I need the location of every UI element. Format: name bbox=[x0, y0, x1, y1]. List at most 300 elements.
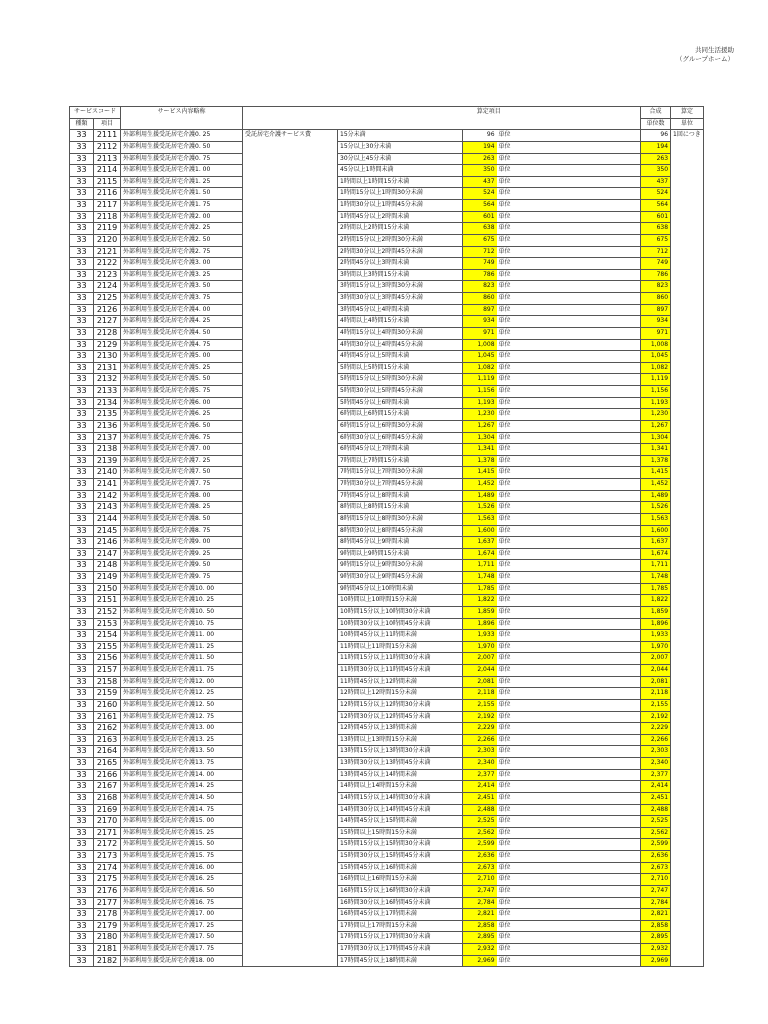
total-units-cell: 2,784 bbox=[641, 897, 671, 909]
item-cell: 2171 bbox=[94, 827, 121, 839]
total-units-cell: 2,081 bbox=[641, 676, 671, 688]
condition-cell: 6時間45分以上7時間未満 bbox=[338, 444, 463, 456]
unit-label-cell: 単位 bbox=[497, 548, 641, 560]
item-cell: 2153 bbox=[94, 618, 121, 630]
header-calc-unit: 算定 bbox=[671, 107, 704, 119]
total-units-cell: 2,192 bbox=[641, 711, 671, 723]
table-row bbox=[70, 153, 704, 165]
units-cell: 1,896 bbox=[463, 618, 497, 630]
type-cell: 33 bbox=[70, 293, 94, 305]
unit-label-cell: 単位 bbox=[497, 769, 641, 781]
service-name-cell: 外部利用生援受託居宅介護2. 75 bbox=[121, 246, 243, 258]
service-name-cell: 外部利用生援受託居宅介護13. 00 bbox=[121, 723, 243, 735]
table-row bbox=[70, 699, 704, 711]
units-cell: 675 bbox=[463, 234, 497, 246]
condition-cell: 1時間30分以上1時間45分未満 bbox=[338, 200, 463, 212]
table-row bbox=[70, 525, 704, 537]
type-cell: 33 bbox=[70, 874, 94, 886]
unit-label-cell: 単位 bbox=[497, 479, 641, 491]
total-units-cell: 2,636 bbox=[641, 851, 671, 863]
units-cell: 524 bbox=[463, 188, 497, 200]
header-units: 合成 bbox=[641, 107, 671, 119]
type-cell: 33 bbox=[70, 560, 94, 572]
type-cell: 33 bbox=[70, 606, 94, 618]
type-cell: 33 bbox=[70, 130, 94, 142]
total-units-cell: 1,489 bbox=[641, 490, 671, 502]
type-cell: 33 bbox=[70, 676, 94, 688]
total-units-cell: 1,970 bbox=[641, 641, 671, 653]
units-cell: 1,748 bbox=[463, 572, 497, 584]
condition-cell: 16時間15分以上16時間30分未満 bbox=[338, 885, 463, 897]
header-service-code: サービスコード bbox=[70, 107, 121, 119]
condition-cell: 1時間以上1時間15分未満 bbox=[338, 176, 463, 188]
unit-label-cell: 単位 bbox=[497, 583, 641, 595]
item-cell: 2143 bbox=[94, 502, 121, 514]
type-cell: 33 bbox=[70, 316, 94, 328]
item-cell: 2181 bbox=[94, 944, 121, 956]
item-cell: 2167 bbox=[94, 781, 121, 793]
units-cell: 2,340 bbox=[463, 758, 497, 770]
table-row bbox=[70, 200, 704, 212]
units-cell: 2,044 bbox=[463, 665, 497, 677]
table-row bbox=[70, 583, 704, 595]
total-units-cell: 1,600 bbox=[641, 525, 671, 537]
total-units-cell: 194 bbox=[641, 141, 671, 153]
service-name-cell: 外部利用生援受託居宅介護11. 00 bbox=[121, 630, 243, 642]
units-cell: 1,304 bbox=[463, 432, 497, 444]
condition-cell: 14時間30分以上14時間45分未満 bbox=[338, 804, 463, 816]
units-cell: 2,895 bbox=[463, 932, 497, 944]
table-row bbox=[70, 758, 704, 770]
unit-label-cell: 単位 bbox=[497, 734, 641, 746]
item-cell: 2138 bbox=[94, 444, 121, 456]
condition-cell: 4時間15分以上4時間30分未満 bbox=[338, 327, 463, 339]
condition-cell: 12時間15分以上12時間30分未満 bbox=[338, 699, 463, 711]
condition-cell: 11時間30分以上11時間45分未満 bbox=[338, 665, 463, 677]
table-row bbox=[70, 234, 704, 246]
condition-cell: 17時間15分以上17時間30分未満 bbox=[338, 932, 463, 944]
unit-label-cell: 単位 bbox=[497, 502, 641, 514]
unit-label-cell: 単位 bbox=[497, 223, 641, 235]
units-cell: 2,673 bbox=[463, 862, 497, 874]
table-row bbox=[70, 246, 704, 258]
service-name-cell: 外部利用生援受託居宅介護10. 00 bbox=[121, 583, 243, 595]
total-units-cell: 749 bbox=[641, 258, 671, 270]
item-cell: 2182 bbox=[94, 955, 121, 967]
units-cell: 897 bbox=[463, 304, 497, 316]
type-cell: 33 bbox=[70, 955, 94, 967]
category-subtitle: （グループホーム） bbox=[676, 55, 734, 63]
units-cell: 1,711 bbox=[463, 560, 497, 572]
item-cell: 2157 bbox=[94, 665, 121, 677]
condition-cell: 17時間30分以上17時間45分未満 bbox=[338, 944, 463, 956]
units-cell: 2,118 bbox=[463, 688, 497, 700]
unit-label-cell: 単位 bbox=[497, 723, 641, 735]
service-name-cell: 外部利用生援受託居宅介護8. 50 bbox=[121, 513, 243, 525]
item-cell: 2172 bbox=[94, 839, 121, 851]
units-cell: 1,415 bbox=[463, 467, 497, 479]
total-units-cell: 2,266 bbox=[641, 734, 671, 746]
unit-label-cell: 単位 bbox=[497, 153, 641, 165]
condition-cell: 10時間30分以上10時間45分未満 bbox=[338, 618, 463, 630]
total-units-cell: 1,785 bbox=[641, 583, 671, 595]
unit-label-cell: 単位 bbox=[497, 665, 641, 677]
table-row bbox=[70, 606, 704, 618]
total-units-cell: 712 bbox=[641, 246, 671, 258]
unit-label-cell: 単位 bbox=[497, 874, 641, 886]
type-cell: 33 bbox=[70, 386, 94, 398]
table-row bbox=[70, 420, 704, 432]
item-cell: 2158 bbox=[94, 676, 121, 688]
units-cell: 263 bbox=[463, 153, 497, 165]
unit-label-cell: 単位 bbox=[497, 572, 641, 584]
service-name-cell: 外部利用生援受託居宅介護16. 00 bbox=[121, 862, 243, 874]
service-name-cell: 外部利用生援受託居宅介護2. 25 bbox=[121, 223, 243, 235]
units-cell: 2,710 bbox=[463, 874, 497, 886]
service-name-cell: 外部利用生援受託居宅介護15. 25 bbox=[121, 827, 243, 839]
service-name-cell: 外部利用生援受託居宅介護11. 75 bbox=[121, 665, 243, 677]
table-row bbox=[70, 327, 704, 339]
units-cell: 860 bbox=[463, 293, 497, 305]
service-name-cell: 外部利用生援受託居宅介護10. 75 bbox=[121, 618, 243, 630]
service-name-cell: 外部利用生援受託居宅介護1. 25 bbox=[121, 176, 243, 188]
unit-label-cell: 単位 bbox=[497, 618, 641, 630]
unit-label-cell: 単位 bbox=[497, 839, 641, 851]
total-units-cell: 638 bbox=[641, 223, 671, 235]
service-name-cell: 外部利用生援受託居宅介護7. 25 bbox=[121, 455, 243, 467]
type-cell: 33 bbox=[70, 816, 94, 828]
total-units-cell: 1,378 bbox=[641, 455, 671, 467]
condition-cell: 30分以上45分未満 bbox=[338, 153, 463, 165]
item-cell: 2174 bbox=[94, 862, 121, 874]
document-category bbox=[676, 46, 734, 64]
table-row bbox=[70, 502, 704, 514]
total-units-cell: 1,304 bbox=[641, 432, 671, 444]
total-units-cell: 1,193 bbox=[641, 397, 671, 409]
header-service-name: サービス内容略称 bbox=[121, 107, 243, 130]
type-cell: 33 bbox=[70, 932, 94, 944]
item-cell: 2115 bbox=[94, 176, 121, 188]
group-label-cell: 受託居宅介護サービス費 bbox=[243, 130, 338, 967]
service-name-cell: 外部利用生援受託居宅介護4. 25 bbox=[121, 316, 243, 328]
units-cell: 350 bbox=[463, 165, 497, 177]
condition-cell: 14時間45分以上15時間未満 bbox=[338, 816, 463, 828]
header-row-1 bbox=[70, 107, 704, 119]
unit-label-cell: 単位 bbox=[497, 165, 641, 177]
units-cell: 2,414 bbox=[463, 781, 497, 793]
type-cell: 33 bbox=[70, 351, 94, 363]
item-cell: 2126 bbox=[94, 304, 121, 316]
units-cell: 2,451 bbox=[463, 792, 497, 804]
service-name-cell: 外部利用生援受託居宅介護17. 00 bbox=[121, 909, 243, 921]
type-cell: 33 bbox=[70, 944, 94, 956]
service-name-cell: 外部利用生援受託居宅介護9. 75 bbox=[121, 572, 243, 584]
total-units-cell: 2,340 bbox=[641, 758, 671, 770]
total-units-cell: 675 bbox=[641, 234, 671, 246]
item-cell: 2121 bbox=[94, 246, 121, 258]
item-cell: 2151 bbox=[94, 595, 121, 607]
table-row bbox=[70, 932, 704, 944]
table-row bbox=[70, 688, 704, 700]
item-cell: 2154 bbox=[94, 630, 121, 642]
type-cell: 33 bbox=[70, 851, 94, 863]
service-name-cell: 外部利用生援受託居宅介護9. 00 bbox=[121, 537, 243, 549]
unit-label-cell: 単位 bbox=[497, 630, 641, 642]
unit-label-cell: 単位 bbox=[497, 351, 641, 363]
total-units-cell: 564 bbox=[641, 200, 671, 212]
units-cell: 2,636 bbox=[463, 851, 497, 863]
service-name-cell: 外部利用生援受託居宅介護7. 75 bbox=[121, 479, 243, 491]
unit-label-cell: 単位 bbox=[497, 595, 641, 607]
total-units-cell: 1,230 bbox=[641, 409, 671, 421]
table-row bbox=[70, 537, 704, 549]
condition-cell: 17時間45分以上18時間未満 bbox=[338, 955, 463, 967]
unit-label-cell: 単位 bbox=[497, 327, 641, 339]
table-row bbox=[70, 653, 704, 665]
total-units-cell: 2,710 bbox=[641, 874, 671, 886]
condition-cell: 10時間以上10時間15分未満 bbox=[338, 595, 463, 607]
units-cell: 1,933 bbox=[463, 630, 497, 642]
table-row bbox=[70, 188, 704, 200]
condition-cell: 4時間45分以上5時間未満 bbox=[338, 351, 463, 363]
type-cell: 33 bbox=[70, 688, 94, 700]
service-name-cell: 外部利用生援受託居宅介護12. 25 bbox=[121, 688, 243, 700]
item-cell: 2132 bbox=[94, 374, 121, 386]
units-cell: 786 bbox=[463, 269, 497, 281]
type-cell: 33 bbox=[70, 769, 94, 781]
unit-label-cell: 単位 bbox=[497, 397, 641, 409]
service-name-cell: 外部利用生援受託居宅介護6. 50 bbox=[121, 420, 243, 432]
item-cell: 2116 bbox=[94, 188, 121, 200]
type-cell: 33 bbox=[70, 246, 94, 258]
item-cell: 2117 bbox=[94, 200, 121, 212]
table-row bbox=[70, 676, 704, 688]
unit-label-cell: 単位 bbox=[497, 676, 641, 688]
item-cell: 2163 bbox=[94, 734, 121, 746]
service-name-cell: 外部利用生援受託居宅介護15. 75 bbox=[121, 851, 243, 863]
type-cell: 33 bbox=[70, 444, 94, 456]
item-cell: 2134 bbox=[94, 397, 121, 409]
type-cell: 33 bbox=[70, 723, 94, 735]
service-name-cell: 外部利用生援受託居宅介護17. 25 bbox=[121, 920, 243, 932]
total-units-cell: 2,525 bbox=[641, 816, 671, 828]
type-cell: 33 bbox=[70, 920, 94, 932]
table-row bbox=[70, 711, 704, 723]
item-cell: 2176 bbox=[94, 885, 121, 897]
unit-label-cell: 単位 bbox=[497, 130, 641, 142]
type-cell: 33 bbox=[70, 641, 94, 653]
type-cell: 33 bbox=[70, 188, 94, 200]
type-cell: 33 bbox=[70, 339, 94, 351]
units-cell: 749 bbox=[463, 258, 497, 270]
service-name-cell: 外部利用生援受託居宅介護6. 00 bbox=[121, 397, 243, 409]
table-row bbox=[70, 513, 704, 525]
service-name-cell: 外部利用生援受託居宅介護13. 75 bbox=[121, 758, 243, 770]
condition-cell: 6時間15分以上6時間30分未満 bbox=[338, 420, 463, 432]
item-cell: 2128 bbox=[94, 327, 121, 339]
table-row bbox=[70, 723, 704, 735]
condition-cell: 15時間15分以上15時間30分未満 bbox=[338, 839, 463, 851]
total-units-cell: 823 bbox=[641, 281, 671, 293]
total-units-cell: 1,008 bbox=[641, 339, 671, 351]
table-row bbox=[70, 839, 704, 851]
total-units-cell: 524 bbox=[641, 188, 671, 200]
condition-cell: 2時間以上2時間15分未満 bbox=[338, 223, 463, 235]
service-name-cell: 外部利用生援受託居宅介護9. 50 bbox=[121, 560, 243, 572]
service-name-cell: 外部利用生援受託居宅介護3. 25 bbox=[121, 269, 243, 281]
units-cell: 1,526 bbox=[463, 502, 497, 514]
item-cell: 2180 bbox=[94, 932, 121, 944]
unit-label-cell: 単位 bbox=[497, 653, 641, 665]
service-name-cell: 外部利用生援受託居宅介護3. 75 bbox=[121, 293, 243, 305]
units-cell: 194 bbox=[463, 141, 497, 153]
total-units-cell: 1,526 bbox=[641, 502, 671, 514]
type-cell: 33 bbox=[70, 734, 94, 746]
unit-label-cell: 単位 bbox=[497, 781, 641, 793]
table-row bbox=[70, 572, 704, 584]
units-cell: 2,932 bbox=[463, 944, 497, 956]
type-cell: 33 bbox=[70, 653, 94, 665]
type-cell: 33 bbox=[70, 839, 94, 851]
unit-label-cell: 単位 bbox=[497, 851, 641, 863]
total-units-cell: 2,562 bbox=[641, 827, 671, 839]
table-row bbox=[70, 339, 704, 351]
service-name-cell: 外部利用生援受託居宅介護11. 25 bbox=[121, 641, 243, 653]
units-cell: 1,193 bbox=[463, 397, 497, 409]
service-name-cell: 外部利用生援受託居宅介護0. 75 bbox=[121, 153, 243, 165]
type-cell: 33 bbox=[70, 234, 94, 246]
condition-cell: 1時間45分以上2時間未満 bbox=[338, 211, 463, 223]
service-name-cell: 外部利用生援受託居宅介護8. 00 bbox=[121, 490, 243, 502]
units-cell: 2,747 bbox=[463, 885, 497, 897]
table-row bbox=[70, 479, 704, 491]
total-units-cell: 2,932 bbox=[641, 944, 671, 956]
total-units-cell: 1,452 bbox=[641, 479, 671, 491]
unit-label-cell: 単位 bbox=[497, 200, 641, 212]
item-cell: 2119 bbox=[94, 223, 121, 235]
units-cell: 1,341 bbox=[463, 444, 497, 456]
type-cell: 33 bbox=[70, 165, 94, 177]
service-name-cell: 外部利用生援受託居宅介護14. 25 bbox=[121, 781, 243, 793]
condition-cell: 15時間以上15時間15分未満 bbox=[338, 827, 463, 839]
type-cell: 33 bbox=[70, 665, 94, 677]
item-cell: 2159 bbox=[94, 688, 121, 700]
units-cell: 823 bbox=[463, 281, 497, 293]
unit-label-cell: 単位 bbox=[497, 386, 641, 398]
item-cell: 2137 bbox=[94, 432, 121, 444]
units-cell: 1,674 bbox=[463, 548, 497, 560]
units-cell: 601 bbox=[463, 211, 497, 223]
total-units-cell: 1,933 bbox=[641, 630, 671, 642]
item-cell: 2150 bbox=[94, 583, 121, 595]
units-cell: 1,378 bbox=[463, 455, 497, 467]
condition-cell: 8時間30分以上8時間45分未満 bbox=[338, 525, 463, 537]
item-cell: 2160 bbox=[94, 699, 121, 711]
total-units-cell: 1,045 bbox=[641, 351, 671, 363]
item-cell: 2155 bbox=[94, 641, 121, 653]
type-cell: 33 bbox=[70, 618, 94, 630]
condition-cell: 11時間45分以上12時間未満 bbox=[338, 676, 463, 688]
header-spacer bbox=[243, 107, 338, 130]
total-units-cell: 1,119 bbox=[641, 374, 671, 386]
table-row bbox=[70, 223, 704, 235]
table-row bbox=[70, 548, 704, 560]
item-cell: 2142 bbox=[94, 490, 121, 502]
type-cell: 33 bbox=[70, 269, 94, 281]
table-row bbox=[70, 734, 704, 746]
condition-cell: 12時間以上12時間15分未満 bbox=[338, 688, 463, 700]
item-cell: 2152 bbox=[94, 606, 121, 618]
type-cell: 33 bbox=[70, 200, 94, 212]
table-row bbox=[70, 432, 704, 444]
type-cell: 33 bbox=[70, 862, 94, 874]
type-cell: 33 bbox=[70, 513, 94, 525]
units-cell: 1,637 bbox=[463, 537, 497, 549]
type-cell: 33 bbox=[70, 537, 94, 549]
type-cell: 33 bbox=[70, 432, 94, 444]
item-cell: 2139 bbox=[94, 455, 121, 467]
condition-cell: 2時間45分以上3時間未満 bbox=[338, 258, 463, 270]
item-cell: 2114 bbox=[94, 165, 121, 177]
condition-cell: 16時間以上16時間15分未満 bbox=[338, 874, 463, 886]
type-cell: 33 bbox=[70, 223, 94, 235]
type-cell: 33 bbox=[70, 455, 94, 467]
table-row bbox=[70, 397, 704, 409]
service-name-cell: 外部利用生援受託居宅介護0. 50 bbox=[121, 141, 243, 153]
type-cell: 33 bbox=[70, 420, 94, 432]
total-units-cell: 2,155 bbox=[641, 699, 671, 711]
service-name-cell: 外部利用生援受託居宅介護3. 50 bbox=[121, 281, 243, 293]
unit-label-cell: 単位 bbox=[497, 409, 641, 421]
condition-cell: 17時間以上17時間15分未満 bbox=[338, 920, 463, 932]
unit-label-cell: 単位 bbox=[497, 746, 641, 758]
service-name-cell: 外部利用生援受託居宅介護15. 00 bbox=[121, 816, 243, 828]
unit-label-cell: 単位 bbox=[497, 641, 641, 653]
table-row bbox=[70, 130, 704, 142]
condition-cell: 5時間45分以上6時間未満 bbox=[338, 397, 463, 409]
service-name-cell: 外部利用生援受託居宅介護14. 00 bbox=[121, 769, 243, 781]
condition-cell: 13時間15分以上13時間30分未満 bbox=[338, 746, 463, 758]
total-units-cell: 1,415 bbox=[641, 467, 671, 479]
item-cell: 2129 bbox=[94, 339, 121, 351]
unit-label-cell: 単位 bbox=[497, 885, 641, 897]
units-cell: 1,230 bbox=[463, 409, 497, 421]
total-units-cell: 2,451 bbox=[641, 792, 671, 804]
unit-label-cell: 単位 bbox=[497, 816, 641, 828]
table-row bbox=[70, 804, 704, 816]
total-units-cell: 2,044 bbox=[641, 665, 671, 677]
total-units-cell: 1,711 bbox=[641, 560, 671, 572]
service-name-cell: 外部利用生援受託居宅介護1. 75 bbox=[121, 200, 243, 212]
type-cell: 33 bbox=[70, 804, 94, 816]
service-name-cell: 外部利用生援受託居宅介護5. 25 bbox=[121, 362, 243, 374]
item-cell: 2177 bbox=[94, 897, 121, 909]
units-cell: 2,155 bbox=[463, 699, 497, 711]
total-units-cell: 2,747 bbox=[641, 885, 671, 897]
unit-label-cell: 単位 bbox=[497, 188, 641, 200]
type-cell: 33 bbox=[70, 699, 94, 711]
total-units-cell: 2,821 bbox=[641, 909, 671, 921]
header-item: 項目 bbox=[94, 118, 121, 130]
service-name-cell: 外部利用生援受託居宅介護2. 00 bbox=[121, 211, 243, 223]
type-cell: 33 bbox=[70, 141, 94, 153]
total-units-cell: 2,118 bbox=[641, 688, 671, 700]
unit-label-cell: 単位 bbox=[497, 525, 641, 537]
condition-cell: 2時間15分以上2時間30分未満 bbox=[338, 234, 463, 246]
condition-cell: 13時間30分以上13時間45分未満 bbox=[338, 758, 463, 770]
total-units-cell: 2,414 bbox=[641, 781, 671, 793]
units-cell: 2,599 bbox=[463, 839, 497, 851]
